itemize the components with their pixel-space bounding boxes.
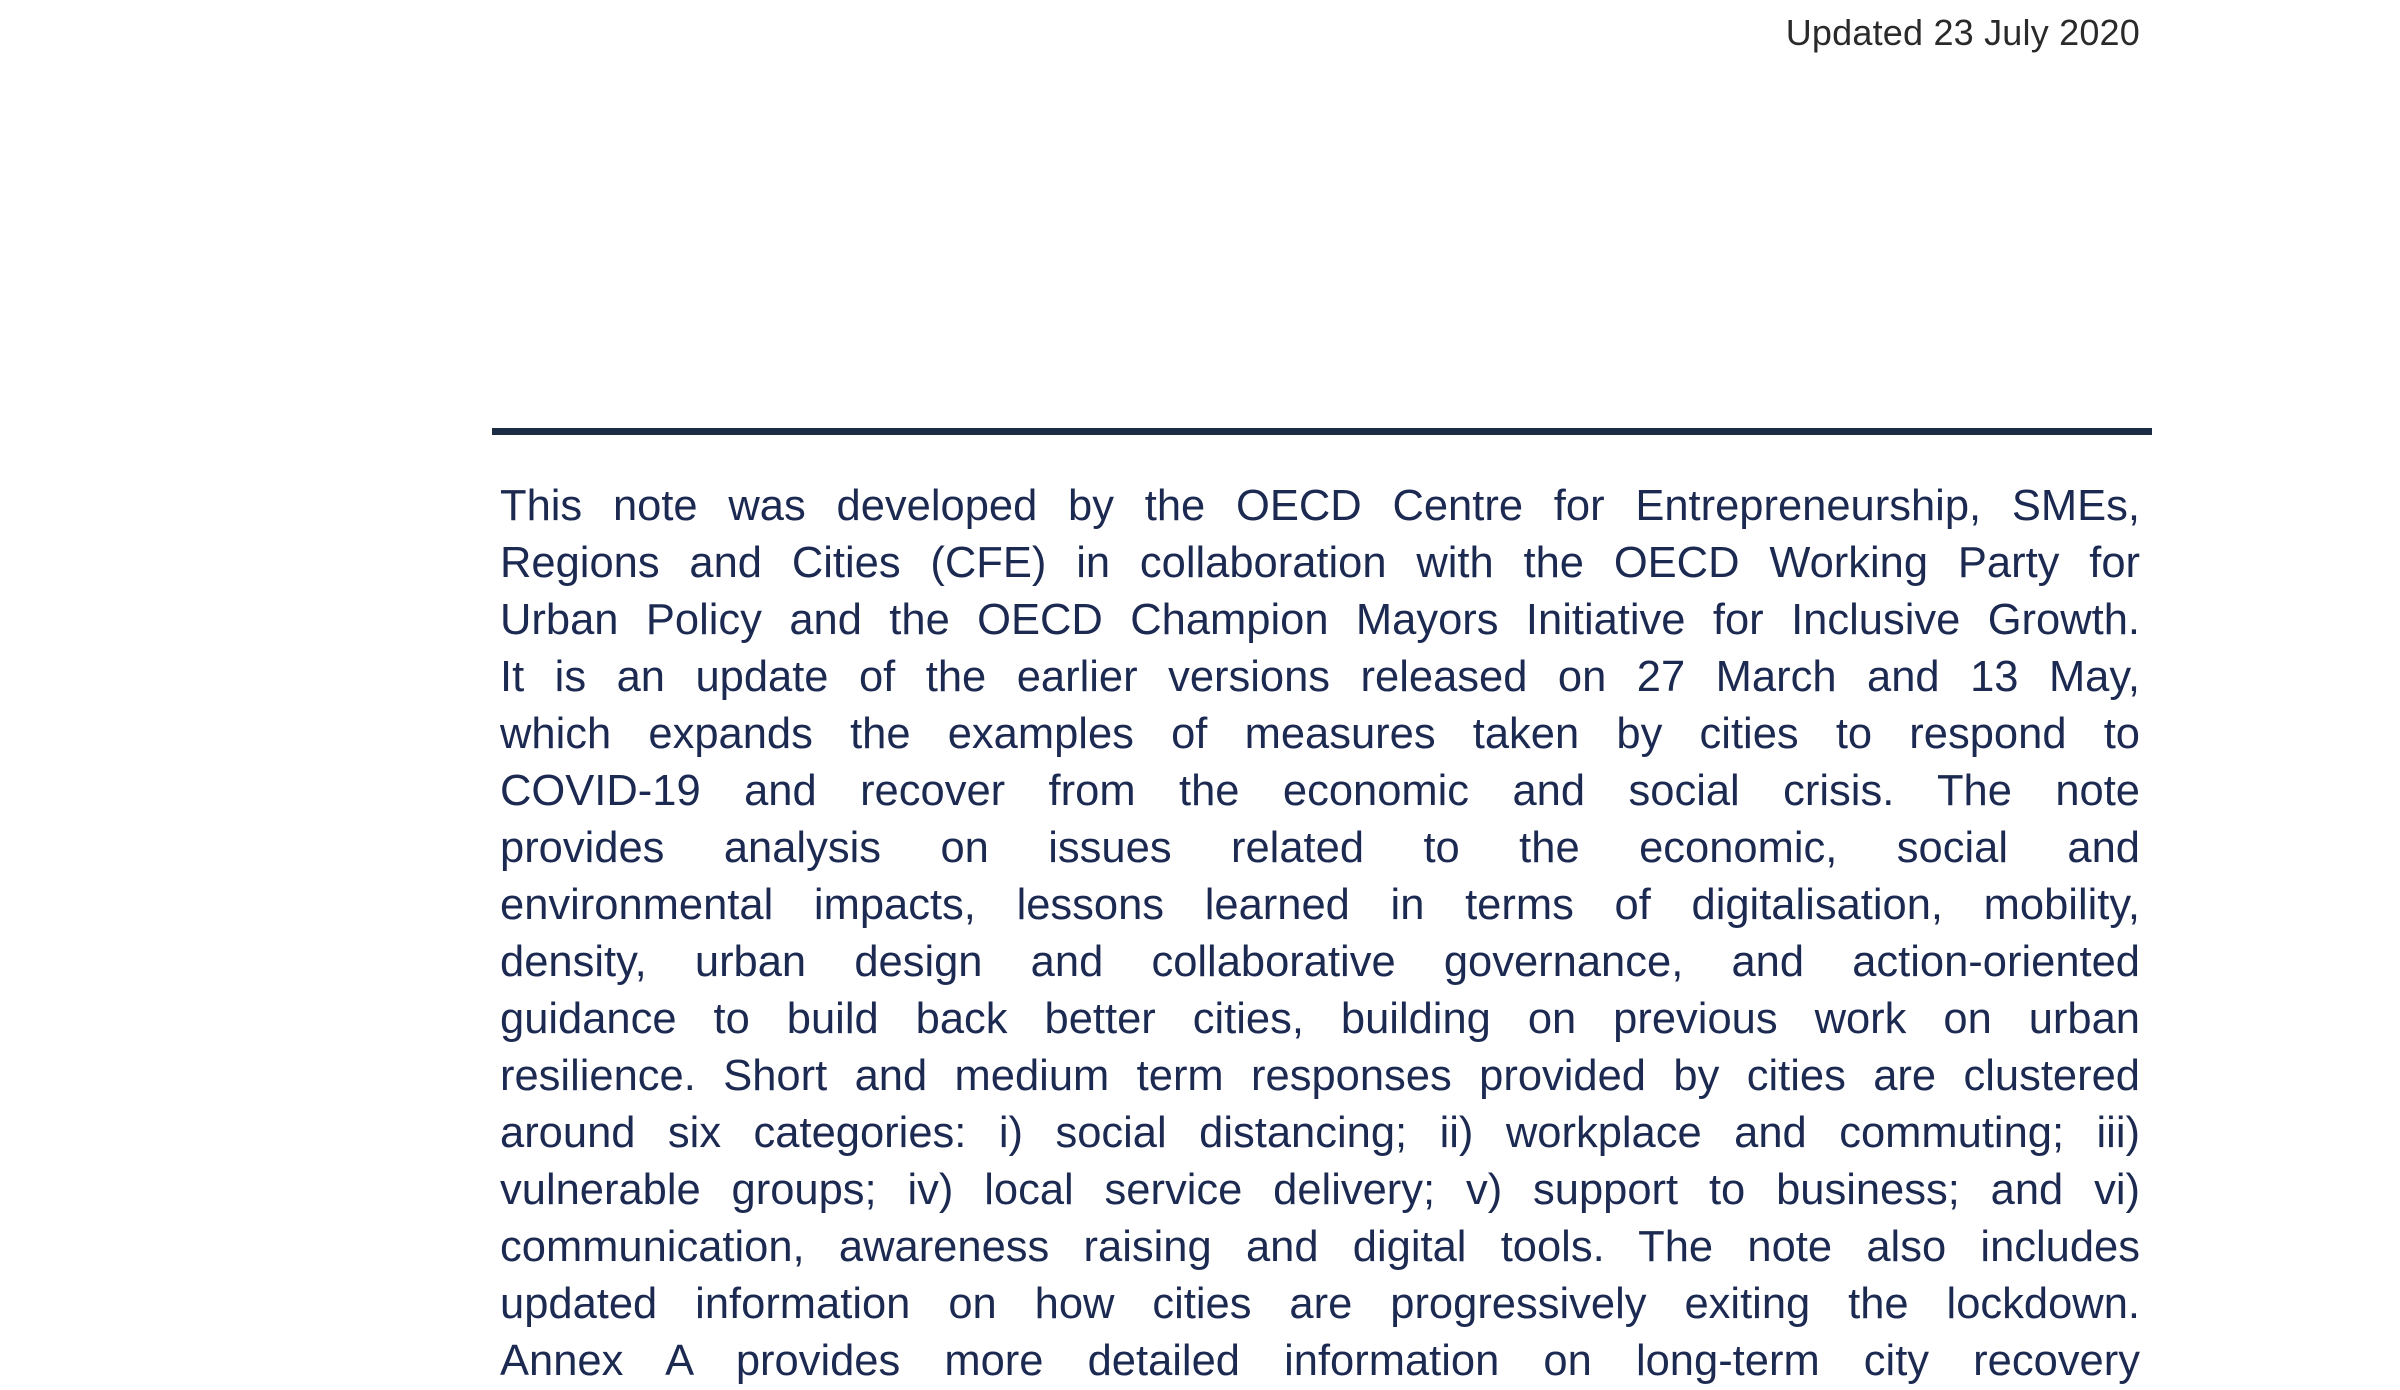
abstract-line: resilience. Short and medium term responses provided by cities are clustered — [500, 1052, 2140, 1100]
abstract-line: communication, awareness raising and digital tools. The note also includes — [500, 1223, 2140, 1271]
abstract-line: It is an update of the earlier versions released on 27 March and 13 May, — [500, 653, 2140, 701]
abstract-line: COVID-19 and recover from the economic and social crisis. The note — [500, 767, 2140, 815]
abstract-line: Regions and Cities (CFE) in collaboration with the OECD Working Party for — [500, 539, 2140, 587]
abstract-line: density, urban design and collaborative governance, and action-oriented — [500, 938, 2140, 986]
abstract-line: around six categories: i) social distancing; ii) workplace and commuting; iii) — [500, 1109, 2140, 1157]
updated-date: Updated 23 July 2020 — [1785, 12, 2140, 53]
abstract-line: Annex A provides more detailed information on long-term city recovery — [500, 1337, 2140, 1385]
abstract-line: environmental impacts, lessons learned in terms of digitalisation, mobility, — [500, 881, 2140, 929]
abstract-paragraph — [500, 478, 2140, 1390]
horizontal-rule — [492, 428, 2152, 435]
abstract-line: Urban Policy and the OECD Champion Mayors Initiative for Inclusive Growth. — [500, 596, 2140, 644]
abstract-line: guidance to build back better cities, building on previous work on urban — [500, 995, 2140, 1043]
abstract-line: This note was developed by the OECD Centre for Entrepreneurship, SMEs, — [500, 482, 2140, 530]
abstract-line: provides analysis on issues related to the economic, social and — [500, 824, 2140, 872]
abstract-line: vulnerable groups; iv) local service delivery; v) support to business; and vi) — [500, 1166, 2140, 1214]
abstract-line: updated information on how cities are progressively exiting the lockdown. — [500, 1280, 2140, 1328]
abstract-line: which expands the examples of measures taken by cities to respond to — [500, 710, 2140, 758]
